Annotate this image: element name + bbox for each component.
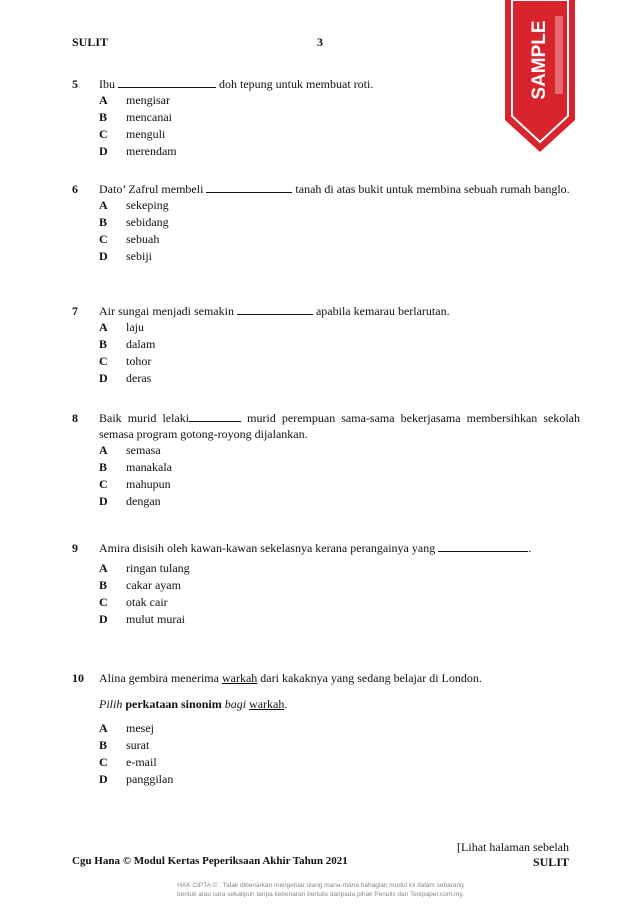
question-number: 6 [72, 182, 78, 196]
option-a[interactable]: A laju [99, 320, 144, 334]
option-c[interactable]: C sebuah [99, 232, 160, 246]
question-text-after: apabila kemarau berlarutan. [315, 304, 450, 318]
question-9 [72, 540, 580, 628]
answer-blank [237, 304, 313, 315]
option-b[interactable]: B mencanai [99, 110, 172, 124]
watermark-text: SAMPLE [529, 20, 551, 100]
header-sulit: SULIT [72, 35, 109, 49]
question-text-after: doh tepung untuk membuat roti. [219, 77, 374, 91]
answer-blank [438, 541, 528, 552]
option-a[interactable]: A ringan tulang [99, 561, 190, 575]
question-text-before: Dato’ Zafrul membeli [99, 182, 204, 196]
option-a[interactable]: A mesej [99, 721, 154, 735]
question-number: 5 [72, 77, 78, 91]
question-instruction: Pilih perkataan sinonim bagi warkah. [99, 697, 288, 711]
question-text-after: murid perempuan sama-sama bekerjasama membersihkan sekolah semasa program gotong-royong dijalankan. [99, 411, 581, 441]
question-10 [72, 670, 580, 788]
question-7 [72, 303, 580, 387]
option-b[interactable]: B sebidang [99, 215, 169, 229]
option-c[interactable]: C e-mail [99, 755, 157, 769]
option-b[interactable]: B surat [99, 738, 150, 752]
option-b[interactable]: B manakala [99, 460, 172, 474]
answer-blank [118, 77, 216, 88]
option-a[interactable]: A semasa [99, 443, 161, 457]
copyright-notice: HAK CIPTA © : Tidak dibenarkan mengeluar ulang mana-mana bahagian modul ini dalam sebarang bentuk atau cara sekalipun tanpa kebenaran bertulis daripada pihak Penulis dan Testpaper.com.my. [176, 882, 465, 898]
option-c[interactable]: C tohor [99, 354, 152, 368]
option-d[interactable]: D deras [99, 371, 152, 385]
option-a[interactable]: A mengisar [99, 93, 170, 107]
question-8 [72, 410, 580, 510]
question-text-before: Alina gembira menerima [99, 671, 219, 685]
option-c[interactable]: C menguli [99, 127, 166, 141]
option-b[interactable]: B dalam [99, 337, 156, 351]
question-text-after: dari kakaknya yang sedang belajar di London. [260, 671, 482, 685]
option-d[interactable]: D mulut murai [99, 612, 185, 626]
footer-sulit: SULIT [532, 855, 569, 869]
question-text-before: Amira disisih oleh kawan-kawan sekelasnya kerana perangainya yang [99, 541, 436, 555]
option-c[interactable]: C mahupun [99, 477, 171, 491]
option-d[interactable]: D dengan [99, 494, 161, 508]
underlined-word: warkah [221, 671, 258, 685]
answer-blank [206, 182, 292, 193]
question-5 [72, 76, 580, 160]
option-d[interactable]: D sebiji [99, 249, 152, 263]
option-b[interactable]: B cakar ayam [99, 578, 181, 592]
question-6 [72, 181, 580, 265]
question-text-after: tanah di atas bukit untuk membina sebuah rumah banglo. [295, 182, 570, 196]
option-a[interactable]: A sekeping [99, 198, 169, 212]
answer-blank [189, 411, 241, 422]
footer-module-title: Cgu Hana © Modul Kertas Peperiksaan Akhir Tahun 2021 [72, 855, 348, 867]
question-number: 7 [72, 304, 78, 318]
question-text-before: Baik murid lelaki [99, 411, 190, 425]
question-text-after: . [528, 541, 532, 555]
option-d[interactable]: D merendam [99, 144, 177, 158]
question-text-before: Ibu [99, 77, 115, 91]
page-number: 3 [317, 35, 323, 49]
option-c[interactable]: C otak cair [99, 595, 168, 609]
question-text-before: Air sungai menjadi semakin [99, 304, 234, 318]
question-number: 10 [72, 671, 84, 685]
question-number: 9 [72, 541, 78, 555]
footer-next-page: [Lihat halaman sebelah [457, 840, 569, 854]
question-number: 8 [72, 411, 78, 425]
option-d[interactable]: D panggilan [99, 772, 174, 786]
